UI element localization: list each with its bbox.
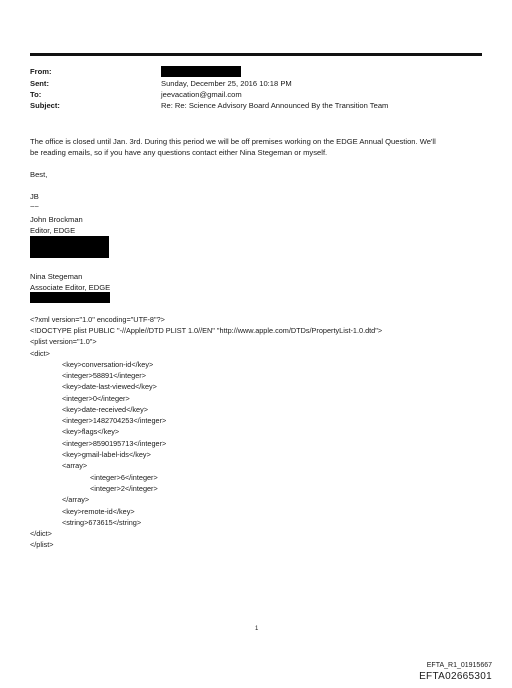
footer-id-2: EFTA02665301 xyxy=(419,671,492,682)
signature-2-title: Associate Editor, EDGE xyxy=(30,283,111,292)
from-redaction xyxy=(161,66,241,77)
sent-label: Sent: xyxy=(30,79,49,88)
xml-dict-close: </dict> xyxy=(30,529,52,538)
page-number: 1 xyxy=(255,626,259,632)
from-label: From: xyxy=(30,67,52,76)
xml-plist-close: </plist> xyxy=(30,540,54,549)
xml-line: <integer>0</integer> xyxy=(62,394,130,403)
xml-dict-open: <dict> xyxy=(30,349,50,358)
signature-1-title: Editor, EDGE xyxy=(30,226,76,235)
subject-value: Re: Re: Science Advisory Board Announced By the Transition Team xyxy=(161,101,389,110)
xml-line: <key>conversation-id</key> xyxy=(62,360,154,369)
body-line-1: The office is closed until Jan. 3rd. During this period we will be off premises working on the EDGE Annual Question. We'll xyxy=(30,137,436,146)
closing: Best, xyxy=(30,170,48,179)
xml-doctype: <!DOCTYPE plist PUBLIC "-//Apple//DTD PLIST 1.0//EN" "http://www.apple.com/DTDs/PropertyList-1.0.dtd"> xyxy=(30,326,383,335)
xml-line: <key>flags</key> xyxy=(62,427,120,436)
to-value: jeevacation@gmail.com xyxy=(161,90,242,99)
tilde-separator: ~~ xyxy=(30,202,39,211)
signature-2-redaction xyxy=(30,292,110,303)
xml-line: <integer>2</integer> xyxy=(90,484,158,493)
xml-line: <key>remote-id</key> xyxy=(62,507,135,516)
xml-line: <key>gmail-label-ids</key> xyxy=(62,450,151,459)
xml-plist-open: <plist version="1.0"> xyxy=(30,337,97,346)
xml-line: <key>date-received</key> xyxy=(62,405,148,414)
to-label: To: xyxy=(30,90,42,99)
xml-array-open: <array> xyxy=(62,461,88,470)
body-line-2: be reading emails, so if you have any questions contact either Nina Stegeman or myself. xyxy=(30,148,328,157)
xml-line: <integer>58891</integer> xyxy=(62,371,146,380)
xml-line: <key>date-last-viewed</key> xyxy=(62,382,157,391)
footer-id-1: EFTA_R1_01915667 xyxy=(426,662,492,669)
xml-line: <string>673615</string> xyxy=(62,518,142,527)
subject-label: Subject: xyxy=(30,101,60,110)
xml-declaration: <?xml version="1.0" encoding="UTF-8"?> xyxy=(30,315,165,324)
signature-2-name: Nina Stegeman xyxy=(30,272,83,281)
xml-array-close: </array> xyxy=(62,495,90,504)
header-rule xyxy=(30,53,482,56)
signature-1-redaction xyxy=(30,236,109,258)
sent-value: Sunday, December 25, 2016 10:18 PM xyxy=(161,79,292,88)
initials: JB xyxy=(30,192,39,201)
xml-line: <integer>6</integer> xyxy=(90,473,158,482)
signature-1-name: John Brockman xyxy=(30,215,83,224)
xml-line: <integer>8590195713</integer> xyxy=(62,439,167,448)
xml-line: <integer>1482704253</integer> xyxy=(62,416,167,425)
